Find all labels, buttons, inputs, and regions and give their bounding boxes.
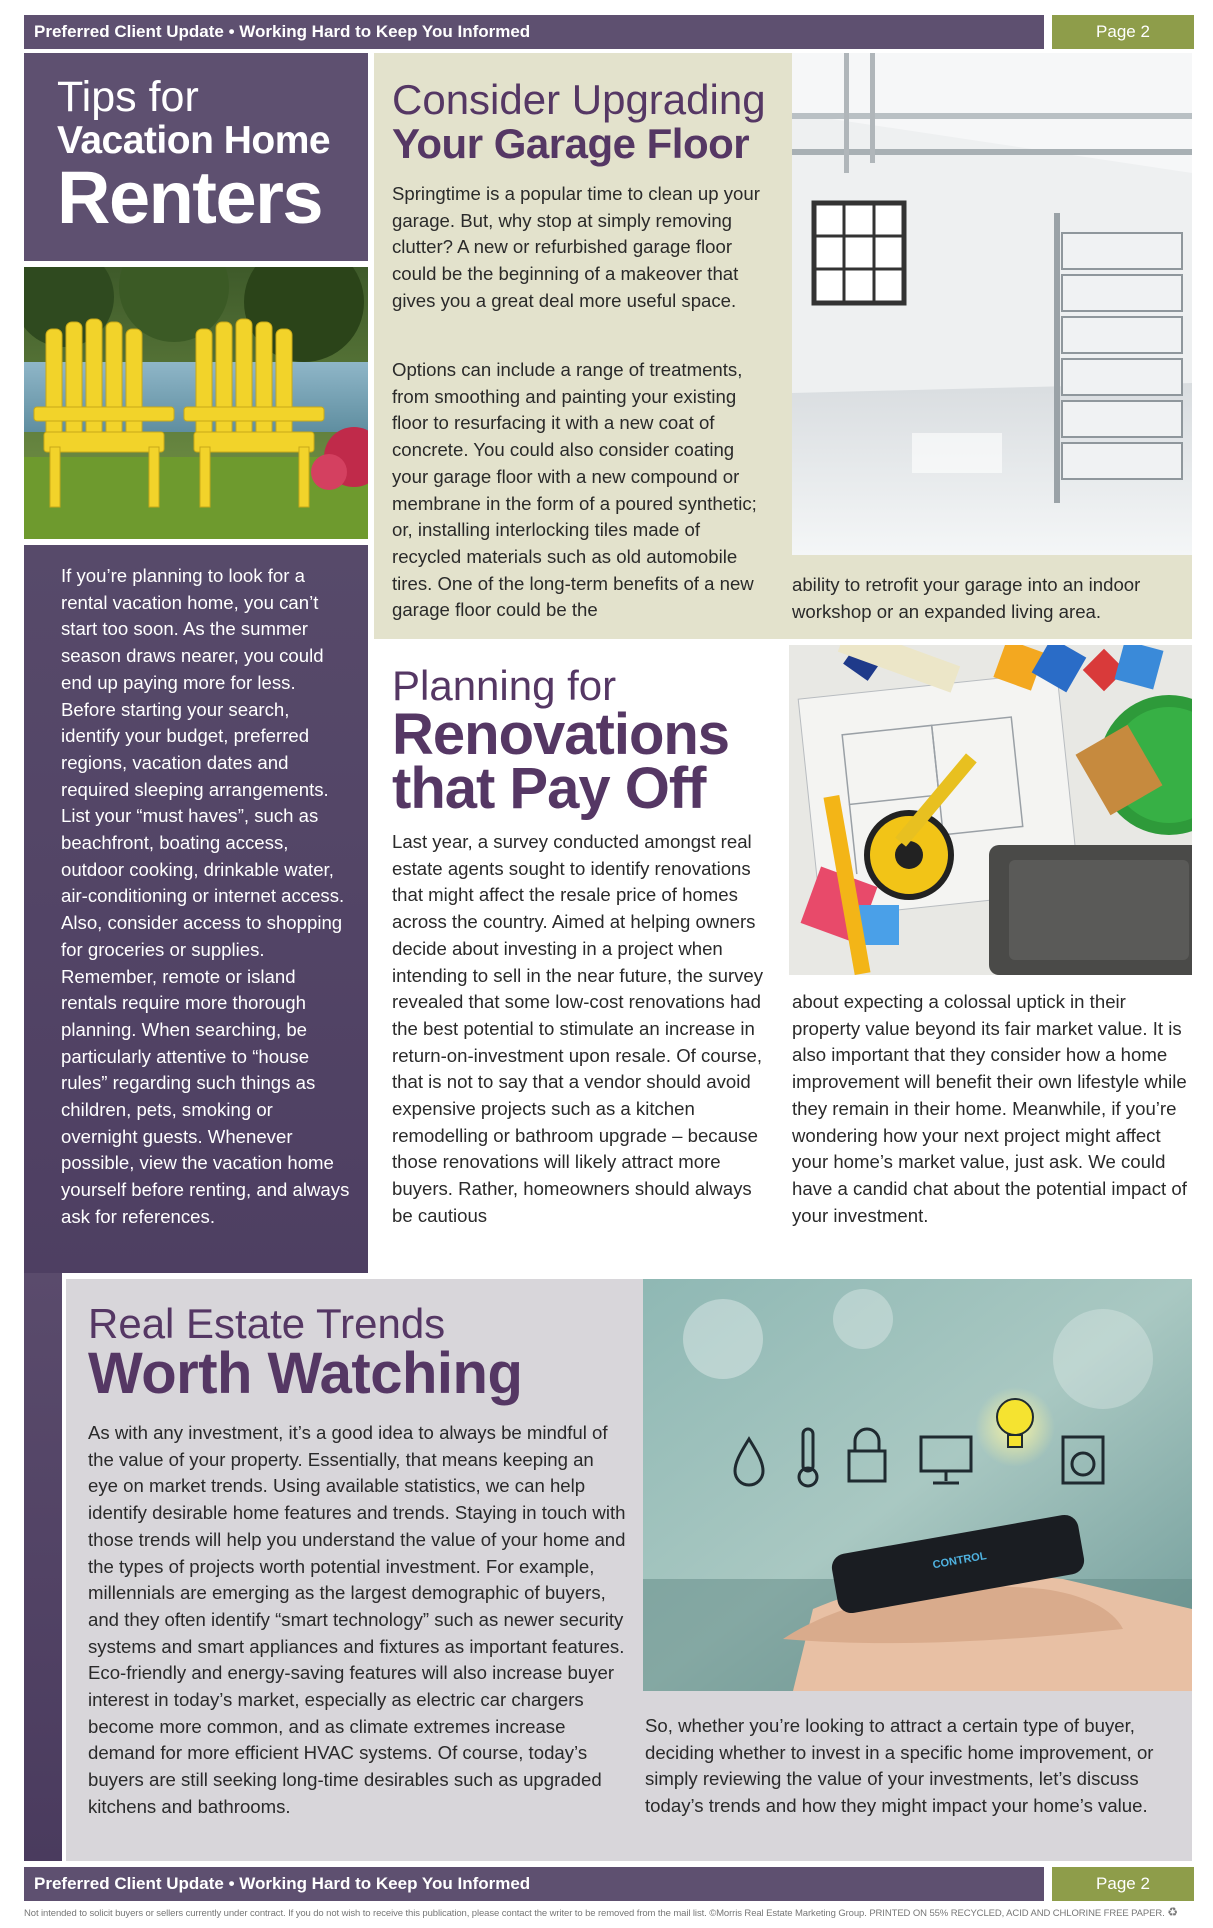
footer-page-number: Page 2 xyxy=(1052,1867,1194,1901)
footer-newsletter-title: Preferred Client Update • Working Hard to Keep You Informed xyxy=(24,1867,1044,1901)
renovations-heading xyxy=(392,662,782,821)
renovations-paragraph-2: about expecting a colossal uptick in their property value beyond its fair market value. It is also important that they consider how a home improvement will benefit their own lifestyle while they remain in their home. Meanwhile, if you’re wondering how your next project might affect your home’s market value, just ask. We could have a candid chat about the potential impact of your investment. xyxy=(792,991,1187,1226)
adirondack-chairs-photo xyxy=(24,267,368,539)
trends-title-line1: Real Estate Trends xyxy=(88,1300,446,1347)
tips-title-line2: Vacation Home xyxy=(57,119,331,162)
trends-title-line2: Worth Watching xyxy=(88,1341,523,1406)
tips-body xyxy=(24,545,368,1273)
garage-paragraph-3: ability to retrofit your garage into an indoor workshop or an expanded living area. xyxy=(792,574,1141,622)
tips-title-line1: Tips for xyxy=(57,73,199,121)
renovation-tools-photo xyxy=(789,645,1192,975)
trends-paragraph-2: So, whether you’re looking to attract a certain type of buyer, deciding whether to invest in a specific home improvement, or simply reviewing the value of your investments, let’s discuss today’s trends and how they might impact your home’s value. xyxy=(645,1715,1154,1817)
recycle-icon: ♻ xyxy=(1167,1905,1178,1919)
garage-photo xyxy=(792,53,1192,555)
page-number: Page 2 xyxy=(1052,15,1194,49)
garage-paragraph-1: Springtime is a popular time to clean up your garage. But, why stop at simply removing clutter? A new or refurbished garage floor could be the beginning of a makeover that gives you a great deal more useful space. xyxy=(392,183,760,311)
garage-title-line2: Your Garage Floor xyxy=(392,120,750,167)
renovations-paragraph-1: Last year, a survey conducted amongst real estate agents sought to identify renovations that might affect the resale price of homes across the country. Aimed at helping owners decide about investing in a project when intending to sell in the near future, the survey revealed that some low-cost renovations had the best potential to stimulate an increase in return-on-investment upon resale. Of course, that is not to say that a vendor should avoid expensive projects such as a kitchen remodelling or bathroom upgrade – because those renovations will likely attract more buyers. Rather, homeowners should always be cautious xyxy=(392,831,764,1226)
trends-heading xyxy=(88,1300,628,1406)
tips-title-line3: Renters xyxy=(57,156,323,239)
tips-body-text: If you’re planning to look for a rental vacation home, you can’t start too soon. As the summer season draws nearer, you could end up paying more for less. Before starting your search, identify your budget, preferred regions, vacation dates and required sleeping arrangements. List your “must haves”, such as beachfront, boating access, outdoor cooking, drinkable water, air-conditioning or internet access. Also, consider access to shopping for groceries or supplies. Remember, remote or island rentals require more thorough planning. When searching, be particularly attentive to “house rules” regarding such things as children, pets, smoking or overnight guests. Whenever possible, view the vacation home yourself before renting, and always ask for references. xyxy=(61,565,350,1227)
renovations-title-line1: Planning for xyxy=(392,662,617,709)
trends-paragraph-1: As with any investment, it’s a good idea to always be mindful of the value of your property. Essentially, that means keeping an eye on market trends. Using available statistics, we can help identify desirable home features and trends. Staying in touch with those trends will help you understand the value of your home and the types of projects worth potential investment. For example, millennials are emerging as the largest demographic of buyers, and they often identify “smart technology” such as newer security systems and smart appliances and fixtures as important features. Eco-friendly and energy-saving features will also increase buyer interest in today’s market, especially as electric car chargers become more common, and as climate extremes increase demand for more efficient HVAC systems. Of course, today’s buyers are still seeking long-time desirables such as upgraded kitchens and bathrooms. xyxy=(88,1422,626,1817)
newsletter-title: Preferred Client Update • Working Hard to Keep You Informed xyxy=(24,15,1044,49)
garage-heading xyxy=(392,78,782,166)
renovations-title-line2: Renovations xyxy=(392,702,730,767)
phone-screen-text: CONTROL xyxy=(931,1550,988,1572)
trends-accent-band xyxy=(24,1273,62,1861)
header-bar xyxy=(24,15,1194,49)
smart-home-phone-photo xyxy=(643,1279,1192,1691)
tips-title-block xyxy=(24,53,368,261)
garage-title-line1: Consider Upgrading xyxy=(392,76,766,123)
footer-disclaimer-text: Not intended to solicit buyers or sellers currently under contract. If you do not wish to receive this publication, please contact the writer to be removed from the mail list. ©Morris Real Estate Marketing Group. PRINTED ON 55% RECYCLED, ACID AND CHLORINE FREE PAPER. xyxy=(24,1908,1165,1919)
footer-disclaimer xyxy=(24,1905,1194,1919)
footer-bar xyxy=(24,1867,1194,1901)
garage-paragraph-2: Options can include a range of treatments, from smoothing and painting your existing floor to resurfacing it with a new coat of concrete. You could also consider coating your garage floor with a new compound or membrane in the form of a poured synthetic; or, installing interlocking tiles made of recycled materials such as old automobile tires. One of the long-term benefits of a new garage floor could be the xyxy=(392,359,757,621)
renovations-title-line3: that Pay Off xyxy=(392,756,706,821)
